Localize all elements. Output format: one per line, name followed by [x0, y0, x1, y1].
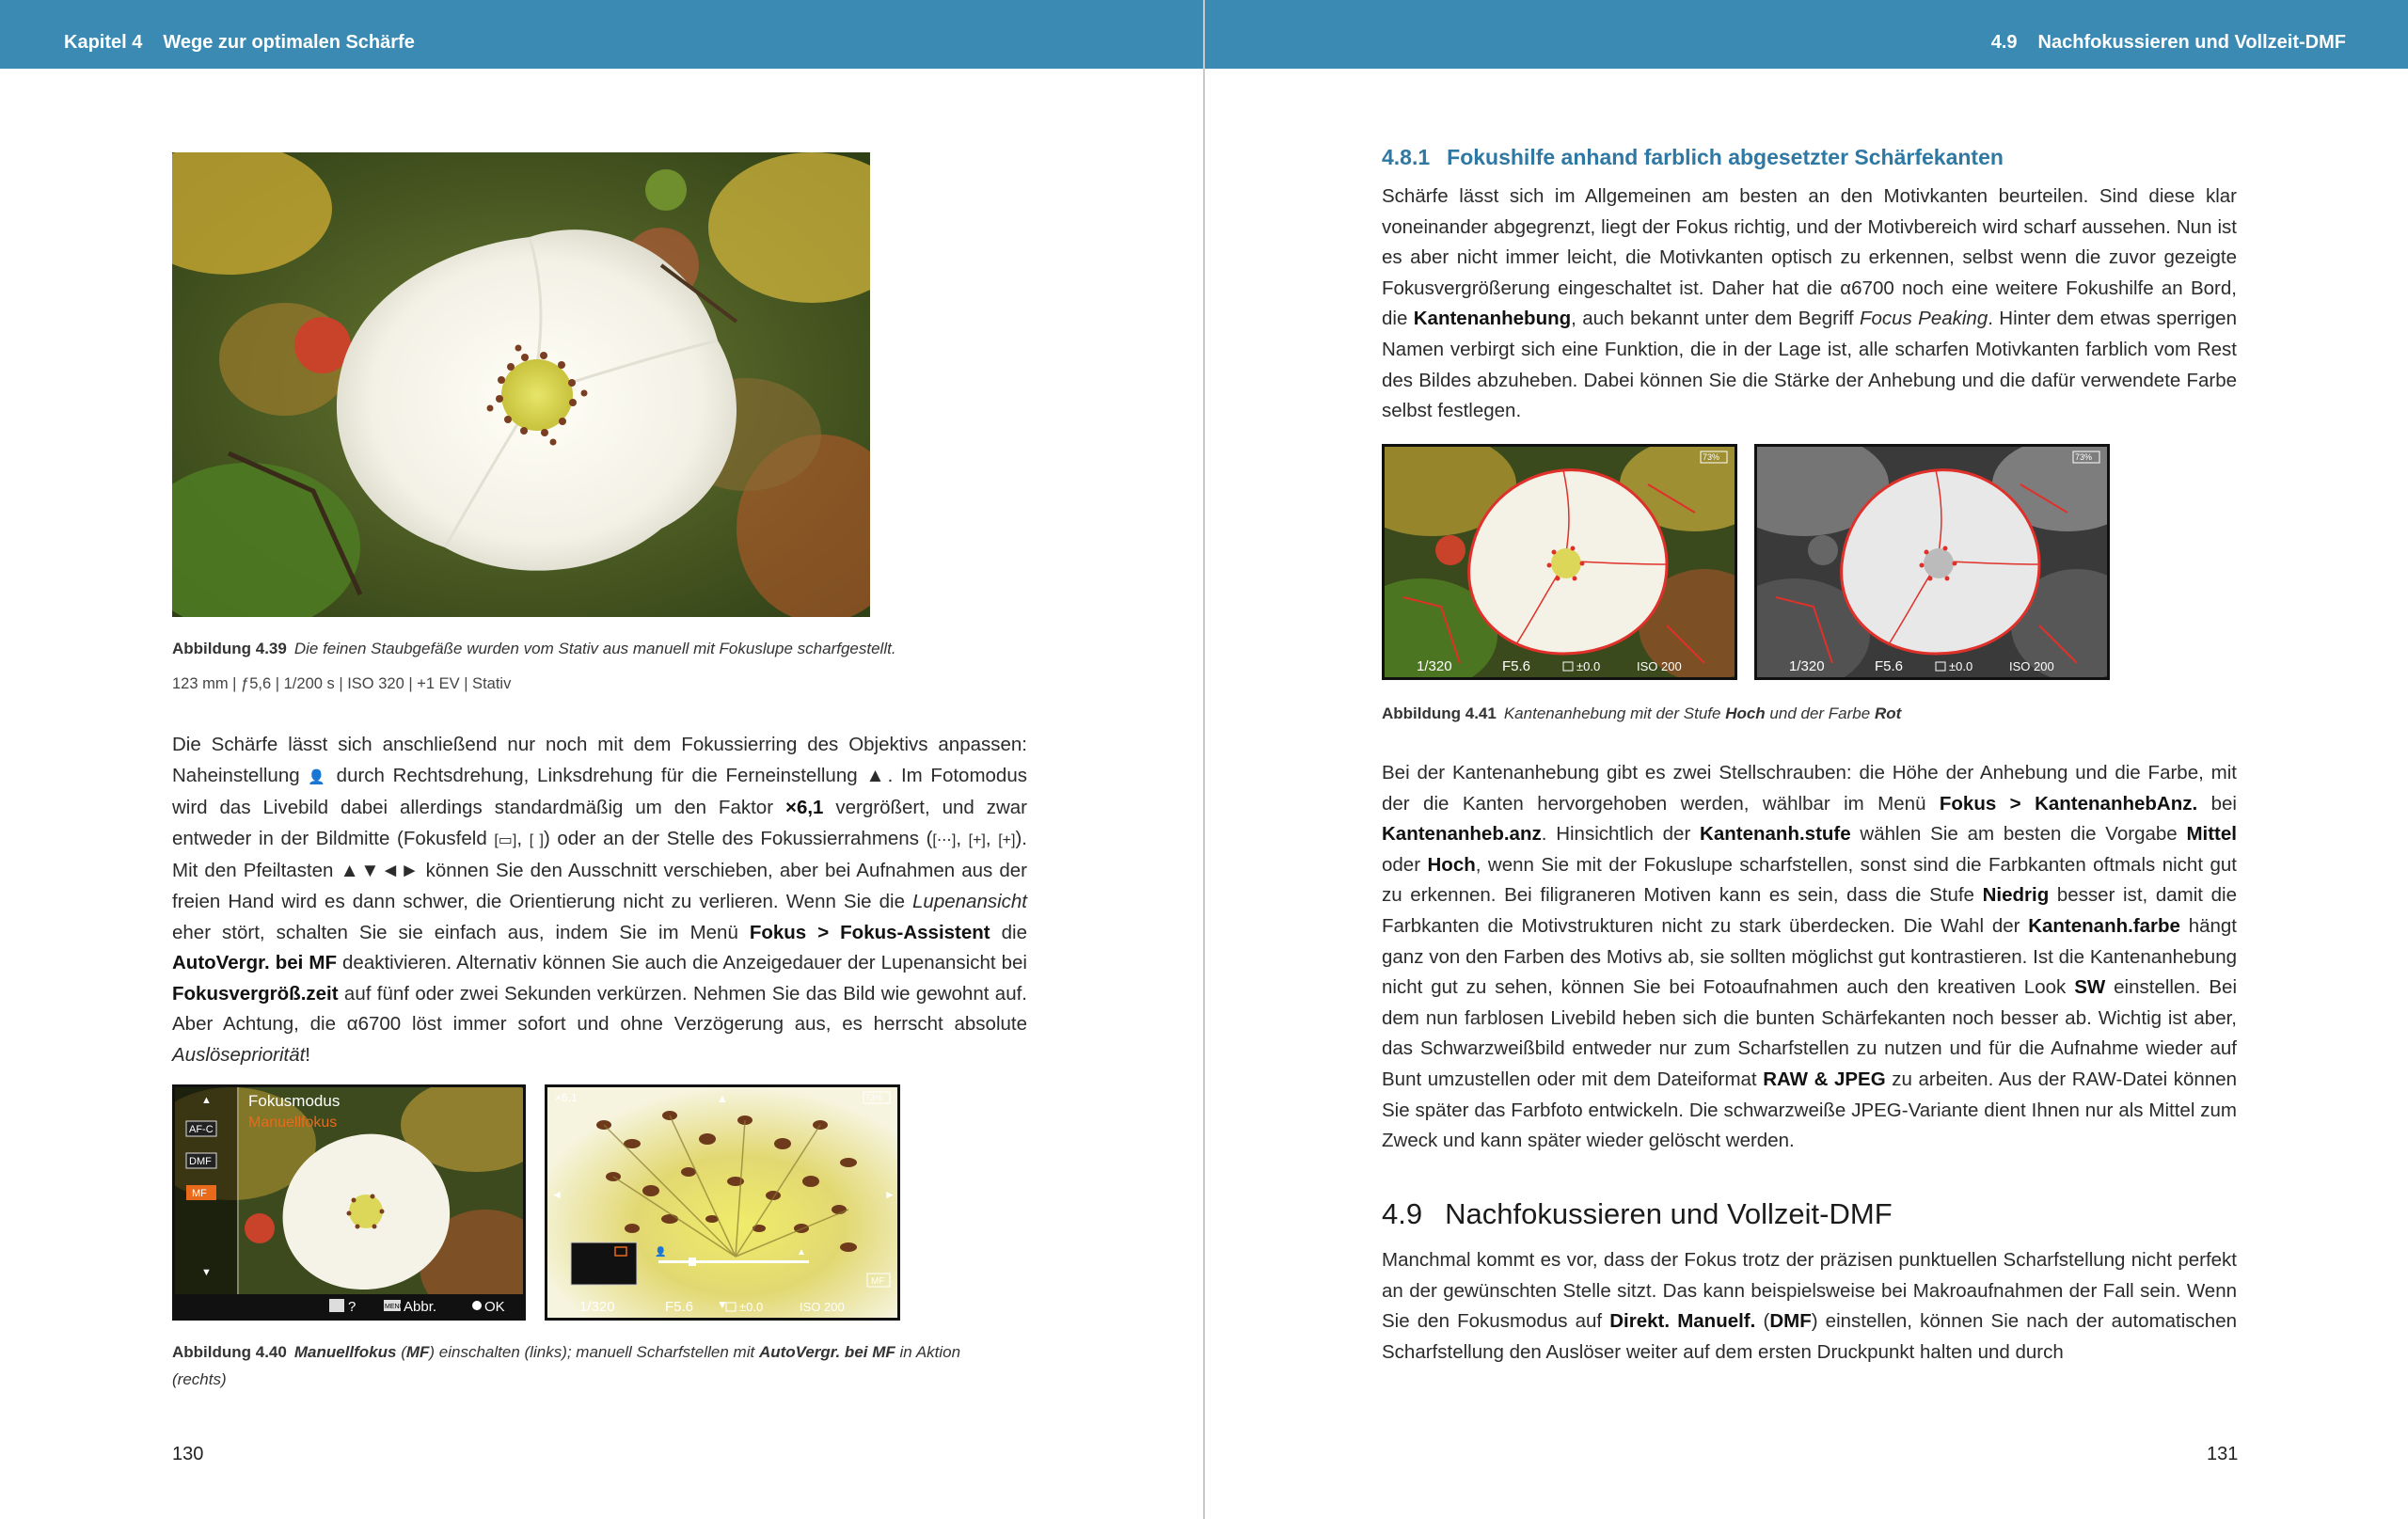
menu-subtitle: Manuellfokus	[248, 1115, 338, 1131]
near-focus-icon: 👤	[308, 768, 328, 785]
battery-level: 73%	[2075, 452, 2093, 462]
figure-label: Abbildung 4.41	[1382, 704, 1497, 722]
focus-area-expand-icon: [+]	[998, 831, 1016, 848]
lcd-peaking-monochrome	[1754, 444, 2110, 680]
focus-area-wide-icon: [▭]	[494, 831, 517, 848]
lcd-magnified-view	[545, 1084, 900, 1321]
figure-label: Abbildung 4.40	[172, 1343, 287, 1361]
aperture: F5.6	[1502, 658, 1531, 674]
lcd-peaking-color	[1382, 444, 1737, 680]
subsection-title: Fokushilfe anhand farblich abgesetzter Schärfekanten	[1447, 145, 2004, 169]
page-number-left: 130	[172, 1444, 204, 1464]
left-page	[0, 0, 1203, 1519]
page-header-left	[0, 0, 1203, 69]
rose-photo	[172, 152, 870, 617]
svg-text:▲: ▲	[797, 1247, 806, 1258]
focus-area-center-icon: [ ]	[529, 831, 544, 848]
svg-text:👤: 👤	[655, 1247, 667, 1258]
aperture: F5.6	[665, 1299, 694, 1315]
option-af-c[interactable]: AF-C	[189, 1124, 214, 1135]
shutter-speed: 1/320	[1417, 658, 1452, 674]
svg-text:MENU: MENU	[385, 1304, 404, 1310]
cancel-button-label[interactable]: Abbr.	[404, 1299, 437, 1315]
svg-text:▲: ▲	[717, 1092, 728, 1105]
iso-value: ISO 200	[800, 1300, 845, 1314]
figure-caption-4-41: Abbildung 4.41 Kantenanhebung mit der Stufe Hoch und der Farbe Rot	[1382, 704, 1902, 722]
svg-text:▲: ▲	[201, 1095, 212, 1106]
section-number: 4.9	[1990, 32, 2018, 53]
focus-area-spot-icon: [+]	[968, 831, 986, 848]
svg-text:▼: ▼	[717, 1298, 728, 1311]
far-focus-icon: ▲	[865, 764, 888, 786]
option-mf[interactable]: MF	[192, 1188, 207, 1199]
subsection-heading	[1382, 145, 2004, 170]
option-dmf[interactable]: DMF	[189, 1156, 212, 1167]
chapter-title: Wege zur optimalen Schärfe	[163, 32, 415, 53]
section-heading	[1382, 1197, 1893, 1231]
exposure-compensation: ±0.0	[1576, 659, 1601, 673]
figure-label: Abbildung 4.39	[172, 640, 287, 657]
page-number-right: 131	[2207, 1444, 2239, 1464]
right-paragraph-2: Bei der Kantenanhebung gibt es zwei Stellschrauben: die Höhe der Anhebung und die Farbe, mit der die Kanten hervorgehoben werden, wählbar im Menü Fokus > KantenanhebAnz. bei Kantenanheb.anz. Hinsichtlich der Kantenanh.stufe wählen Sie am besten die Vorgabe Mittel oder Hoch, wenn Sie mit der Fokuslupe scharfstellen, sonst sind die Farbkanten oftmals nicht gut zu erkennen. Bei filigraneren Motiven kann es sein, dass die Stufe Niedrig besser ist, damit die Farbkanten die Motivstrukturen nicht zu stark überdecken. Die Wahl der Kantenanh.farbe hängt ganz von den Farben des Motivs ab, sie sollten möglichst gut kontrastieren. Ist die Kantenanhebung nicht gut zu sehen, können Sie bei Fotoaufnahmen auch den kreativen Look SW einstellen. Bei dem nun farblosen Livebild heben sich die bunten Schärfekanten noch besser ab. Wichtig ist aber, das Schwarzweißbild entweder nur zum Scharfstellen zu nutzen und für die Aufnahme wieder auf Bunt umzustellen oder mit dem Dateiformat RAW & JPEG zu arbeiten. Aus der RAW-Datei können Sie später das Farbfoto entwickeln. Die schwarzweiße JPEG-Variante dient Ihnen nur als Mittel zum Zweck und kann später wieder gelöscht werden.	[1382, 762, 2238, 1152]
battery-level: 73%	[865, 1093, 883, 1102]
figure-caption-text: Die feinen Staubgefäße wurden vom Stativ aus manuell mit Fokuslupe scharfgestellt.	[293, 640, 896, 657]
svg-text:◄: ◄	[551, 1188, 562, 1201]
mf-indicator: MF	[871, 1276, 885, 1287]
shutter-speed: 1/320	[579, 1299, 615, 1315]
figure-caption-4-39	[172, 635, 1019, 698]
section-heading-title: Nachfokussieren und Vollzeit-DMF	[1445, 1197, 1893, 1230]
focus-area-zone-icon: [⋯]	[932, 831, 957, 848]
svg-text:►: ►	[884, 1188, 895, 1201]
right-paragraph-1: Schärfe lässt sich im Allgemeinen am besten an den Motivkanten beurteilen. Sind diese klar voneinander abgegrenzt, liegt der Fokus richtig, und der Motivbereich wird scharf aussehen. Nun ist es aber nicht immer leicht, die Motivkanten optisch zu erkennen, selbst wenn die zuvor gezeigte Fokusvergrößerung eingeschaltet ist. Daher hat die α6700 noch eine weitere Fokushilfe an Bord, die Kantenanhebung, auch bekannt unter dem Begriff Focus Peaking. Hinter dem etwas sperrigen Namen verbirgt sich eine Funktion, die in der Lage ist, alle scharfen Motivkanten farblich vom Rest des Bildes abzuheben. Dabei können Sie die Stärke der Anhebung und die dafür verwendete Farbe selbst festlegen.	[1382, 185, 2237, 422]
svg-text:▼: ▼	[201, 1267, 212, 1278]
subsection-number: 4.8.1	[1382, 145, 1431, 169]
section-heading-number: 4.9	[1382, 1197, 1423, 1230]
photo-exif: 123 mm | ƒ5,6 | 1/200 s | ISO 320 | +1 EV | Stativ	[172, 675, 512, 692]
exposure-compensation: ±0.0	[1949, 659, 1973, 673]
battery-level: 73%	[1703, 452, 1720, 462]
help-button-label[interactable]: ?	[348, 1299, 356, 1315]
ok-button-label[interactable]: OK	[484, 1299, 505, 1315]
iso-value: ISO 200	[2009, 659, 2054, 673]
exposure-compensation: ±0.0	[739, 1300, 764, 1314]
section-title: Nachfokussieren und Vollzeit-DMF	[2037, 32, 2346, 53]
menu-title: Fokusmodus	[248, 1092, 341, 1110]
right-paragraph-3: Manchmal kommt es vor, dass der Fokus trotz der präzisen punktuellen Scharfstellung nicht perfekt an der gewünschten Stelle sitzt. Das kann beispielsweise bei Makroaufnahmen der Fall sein. Wenn Sie den Fokusmodus auf Direkt. Manuelf. (DMF) einstellen, können Sie nach der automatischen Scharfstellung den Auslöser weiter auf dem ersten Druckpunkt halten und durch	[1382, 1249, 2237, 1363]
shutter-speed: 1/320	[1789, 658, 1825, 674]
left-body-paragraph: Die Schärfe lässt sich anschließend nur noch mit dem Fokussierring des Objektivs anpassen: Naheinstellung 👤 durch Rechtsdrehung, Linksdrehung für die Ferneinstellung ▲. Im Fotomodus wird das Livebild dabei allerdings standardmäßig um den Faktor ×6,1 vergrößert, und zwar entweder in der Bildmitte (Fokusfeld [▭], [ ]) oder an der Stelle des Fokussierrahmens ([⋯], [+], [+]). Mit den Pfeiltasten ▲▼◄► können Sie den Ausschnitt verschieben, aber bei Aufnahmen aus der freien Hand wird es dann schwer, die Orientierung nicht zu verlieren. Wenn Sie die Lupenansicht eher stört, schalten Sie sie einfach aus, indem Sie im Menü Fokus > Fokus-Assistent die AutoVergr. bei MF deaktivieren. Alternativ können Sie auch die Anzeigedauer der Lupenansicht bei Fokusvergröß.zeit auf fünf oder zwei Sekunden verkürzen. Nehmen Sie das Bild wie gewohnt auf. Aber Achtung, die α6700 löst immer sofort und ohne Verzögerung aus, es herrscht absolute Auslösepriorität!	[172, 734, 1027, 1066]
aperture: F5.6	[1875, 658, 1904, 674]
figure-caption-4-40: Abbildung 4.40 Manuellfokus (MF) einschalten (links); manuell Scharfstellen mit AutoVergr. bei MF in Aktion (rechts)	[172, 1343, 961, 1388]
right-page	[1205, 0, 2408, 1519]
zoom-factor: ×6.1	[555, 1091, 578, 1104]
chapter-label: Kapitel 4	[64, 32, 143, 53]
page-header-right	[1205, 0, 2408, 69]
iso-value: ISO 200	[1637, 659, 1682, 673]
lcd-focus-mode-menu	[172, 1084, 526, 1321]
